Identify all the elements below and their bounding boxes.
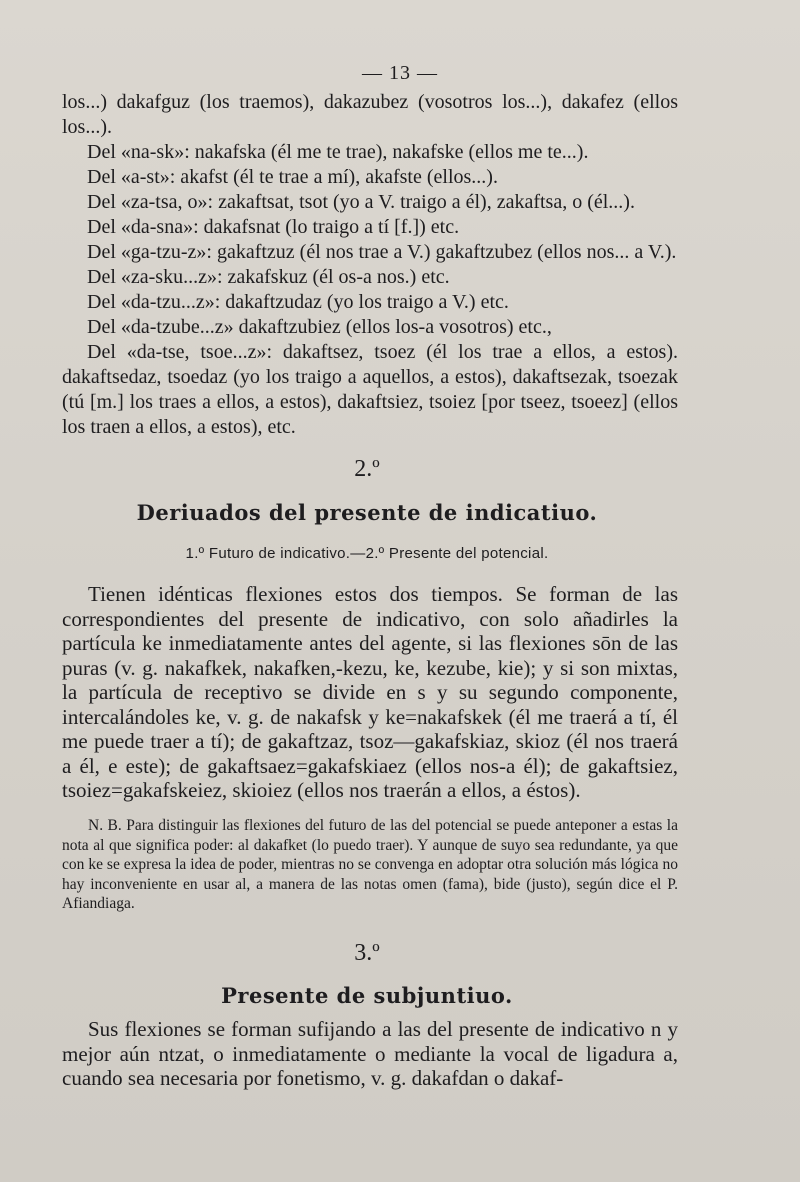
section-3-number: 3.º [354,940,380,966]
text-line: Del «da-tzu...z»: dakaftzudaz (yo los traigo a V.) etc. [87,291,509,313]
text-line: Del «za-tsa, o»: zakaftsat, tsot (yo a V. traigo a él), zakaftsa, o (él...). [87,191,635,213]
text-line: Del «a-st»: akafst (él te trae a mí), akafste (ellos...). [87,166,498,188]
section-2-paragraph: Tienen idénticas flexiones estos dos tiempos. Se forman de las correspondientes del presente de indicativo, con solo añadirles la partícula ke inmediatamente antes del agente, si las flexiones sōn de las puras (v. g. nakafkek, nakafken,-kezu, ke, kezube, kie); y si son mixtas, la partícula de receptivo se divide en s y su segundo componente, intercalándoles ke, v. g. de nakafsk y ke=nakafskek (él me traerá a tí, él me puede traer a tí); de gakaftzaz, tsoz—gakafskiaz, skioz (él nos traerá a él, e este); de gakaftsaez=gakafskiaez (ellos nos-a él); de gakaftsiez, tsoiez=gakafskeiez, skioiez (ellos nos traerán a ellos, a éstos). [62,582,678,802]
section-2-body [62,582,678,803]
section-2-number: 2.º [354,456,380,482]
section-2-subtitle: 1.º Futuro de indicativo.—2.º Presente del potencial. [185,545,549,562]
section-3-title: Presente de subjuntiuo. [221,983,513,1008]
section-3-paragraph: Sus flexiones se forman sufijando a las del presente de indicativo n y mejor aún ntzat, o inmediatamente o mediante la vocal de ligadura a, cuando sea necesaria por fonetismo, v. g. dakafdan o dakaf- [62,1017,678,1090]
nota-bene: N. B. Para distinguir las flexiones del futuro de las del potencial se puede anteponer a estas la nota al que significa poder: al dakafket (lo puedo traer). Y aunque de suyo sea redundante, ya que con ke se expresa la idea de poder, mientras no se convenga en adoptar otra solución más lógica no hay inconveniente en usar al, a manera de las notas omen (fama), bide (justo), según dice el P. Afiandiaga. [62,817,678,912]
section-3-body [62,1017,678,1091]
page-number: — 13 — [362,62,438,84]
text-line: Del «da-tzube...z» dakaftzubiez (ellos los-a vosotros) etc., [87,316,552,338]
text-line: Del «za-sku...z»: zakafskuz (él os-a nos.) etc. [87,266,450,288]
text-line: Del «ga-tzu-z»: gakaftzuz (él nos trae a V.) gakaftzubez (ellos nos... a V.). [87,241,677,263]
text-line: Del «da-sna»: dakafsnat (lo traigo a tí [f.]) etc. [87,216,460,238]
text-line: los...) dakafguz (los traemos), dakazubez (vosotros los...), dakafez (ellos los...). [62,91,678,138]
text-line: Del «na-sk»: nakafska (él me te trae), nakafske (ellos me te...). [87,141,589,163]
text-line: Del «da-tse, tsoe...z»: dakaftsez, tsoez (él los trae a ellos, a estos). dakaftsedaz, tsoedaz (yo los traigo a aquellos, a estos), dakaftsezak, tsoezak (tú [m.] los traes a ellos, a estos), dakaftsiez, tsoiez [por tseez, tsoeez] (ellos los traen a ellos, a estos), etc. [62,341,678,438]
note-block [62,816,678,914]
section-2-title: Deriuados del presente de indicatiuo. [136,500,598,525]
top-flexion-list [62,90,678,440]
